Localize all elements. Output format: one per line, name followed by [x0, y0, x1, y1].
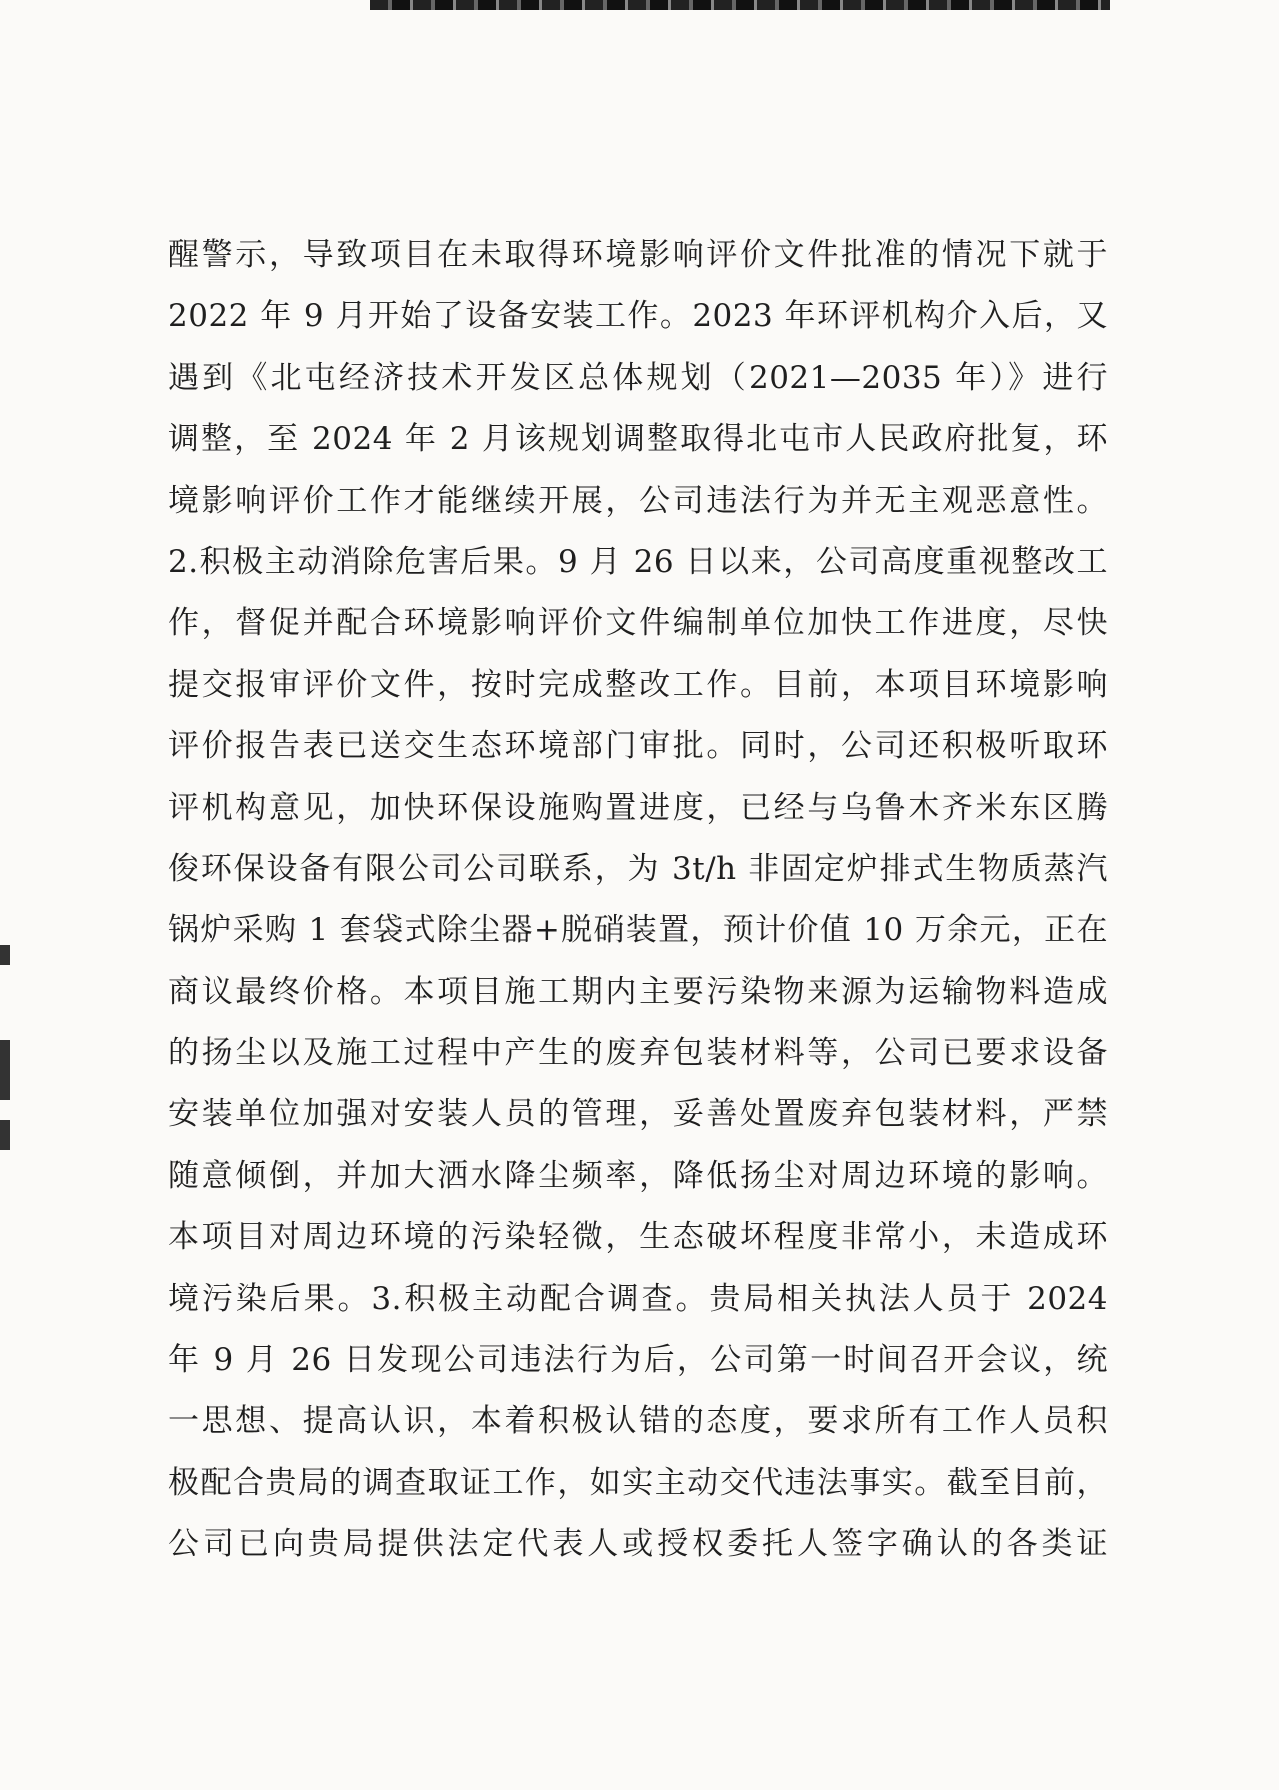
- text-line: 2022 年 9 月开始了设备安装工作。2023 年环评机构介入后，又: [168, 298, 1108, 335]
- text-line: 公司已向贵局提供法定代表人或授权委托人签字确认的各类证: [168, 1526, 1108, 1563]
- document-body: [168, 225, 1108, 1576]
- text-line: 俊环保设备有限公司公司联系，为 3t/h 非固定炉排式生物质蒸汽: [168, 850, 1108, 887]
- text-line: 随意倾倒，并加大洒水降尘频率，降低扬尘对周边环境的影响。: [168, 1157, 1108, 1194]
- scan-edge-mark: [0, 1040, 10, 1100]
- scan-edge-artifact: [370, 0, 1110, 10]
- text-line: 醒警示，导致项目在未取得环境影响评价文件批准的情况下就于: [168, 237, 1108, 273]
- text-line: 锅炉采购 1 套袋式除尘器+脱硝装置，预计价值 10 万余元，正在: [168, 912, 1108, 949]
- text-line: 的扬尘以及施工过程中产生的废弃包装材料等，公司已要求设备: [168, 1035, 1108, 1072]
- text-line: 评价报告表已送交生态环境部门审批。同时，公司还积极听取环: [168, 728, 1108, 765]
- text-line: 调整，至 2024 年 2 月该规划调整取得北屯市人民政府批复，环: [168, 421, 1108, 458]
- text-line: 提交报审评价文件，按时完成整改工作。目前，本项目环境影响: [168, 666, 1108, 703]
- text-line: 本项目对周边环境的污染轻微，生态破坏程度非常小，未造成环: [168, 1219, 1108, 1256]
- text-line: 2.积极主动消除危害后果。9 月 26 日以来，公司高度重视整改工: [168, 543, 1108, 580]
- text-line: 商议最终价格。本项目施工期内主要污染物来源为运输物料造成: [168, 973, 1108, 1010]
- text-line: 安装单位加强对安装人员的管理，妥善处置废弃包装材料，严禁: [168, 1096, 1108, 1133]
- scan-edge-mark: [0, 945, 10, 965]
- text-line: 一思想、提高认识，本着积极认错的态度，要求所有工作人员积: [168, 1403, 1108, 1440]
- text-line: 作，督促并配合环境影响评价文件编制单位加快工作进度，尽快: [168, 605, 1108, 642]
- text-line: 境污染后果。3.积极主动配合调查。贵局相关执法人员于 2024: [168, 1280, 1108, 1317]
- text-line: 评机构意见，加快环保设施购置进度，已经与乌鲁木齐米东区腾: [168, 789, 1108, 826]
- text-line: 年 9 月 26 日发现公司违法行为后，公司第一时间召开会议，统: [168, 1342, 1108, 1379]
- text-line: 境影响评价工作才能继续开展，公司违法行为并无主观恶意性。: [168, 482, 1108, 519]
- scan-edge-mark: [0, 1120, 10, 1150]
- text-line: 遇到《北屯经济技术开发区总体规划（2021—2035 年）》进行: [168, 359, 1108, 396]
- text-line: 极配合贵局的调查取证工作，如实主动交代违法事实。截至目前，: [168, 1464, 1108, 1501]
